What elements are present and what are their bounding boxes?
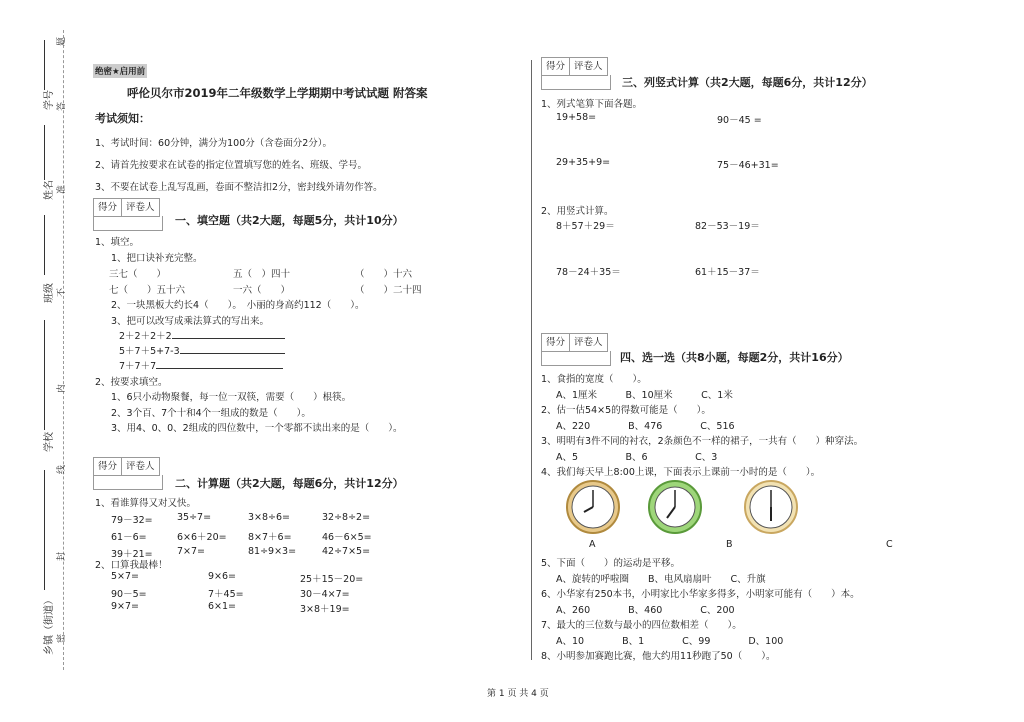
- vcalc: 8＋57＋29＝: [556, 221, 615, 232]
- mult-row: 五（ ）四十: [233, 269, 291, 280]
- q2: 2、按要求填空。: [95, 377, 168, 388]
- fill-line: [44, 125, 45, 180]
- margin-label-class: 班级: [44, 283, 55, 303]
- score-label: 得分: [94, 458, 122, 475]
- choice-options: A、1厘米 B、10厘米 C、1米: [556, 389, 733, 401]
- q2c: 3、用4、0、0、2组成的四位数中，一个零都不读出来的是（ ）。: [111, 423, 403, 434]
- margin-label-township: 乡镇（街道）: [44, 595, 55, 655]
- clock-label-c: C: [886, 539, 893, 550]
- choice-question: 7、最大的三位数与最小的四位数相差（ ）。: [541, 620, 742, 631]
- choice-options: A、10 B、1 C、99 D、100: [556, 635, 784, 647]
- choice-question: 3、明明有3件不同的衬衣，2条颜色不一样的裙子，一共有（ ）种穿法。: [541, 436, 864, 447]
- s3-q2: 2、用竖式计算。: [541, 206, 614, 217]
- vcalc: 19+58=: [556, 112, 597, 123]
- margin-char: 不: [57, 287, 68, 298]
- score-label: 得分: [542, 334, 570, 351]
- calc-item: 9×7=: [111, 601, 140, 612]
- calc-item: 81÷9×3=: [248, 546, 297, 557]
- calc-item: 42÷7×5=: [322, 546, 371, 557]
- exam-title: 呼伦贝尔市2019年二年级数学上学期期中考试试题 附答案: [127, 86, 428, 100]
- score-fill-row: [93, 475, 163, 490]
- margin-label-school: 学校: [44, 432, 55, 452]
- margin-char: 密: [57, 633, 68, 644]
- calc-item: 5×7=: [111, 571, 140, 582]
- vcalc: 78－24＋35＝: [556, 267, 621, 278]
- q1: 1、填空。: [95, 237, 140, 248]
- calc-item: 32÷8÷2=: [322, 512, 371, 523]
- vcalc: 82－53－19＝: [695, 221, 760, 232]
- calc-item: 25＋15－20=: [300, 574, 364, 585]
- calc-item: 46－6×5=: [322, 532, 372, 543]
- choice-question: 2、估一估54×5的得数可能是（ ）。: [541, 405, 711, 416]
- s3-q1: 1、列式笔算下面各题。: [541, 99, 643, 110]
- calc-item: 90－5=: [111, 589, 147, 600]
- choice-question: 6、小华家有250本书，小明家比小华家多得多，小明家可能有（ ）本。: [541, 589, 860, 600]
- fill-line: [44, 215, 45, 275]
- notice-item: 3、不要在试卷上乱写乱画，卷面不整洁扣2分，密封线外请勿作答。: [95, 182, 383, 193]
- clock-a-icon: [567, 481, 619, 533]
- calc-q2: 2、口算我最棒！: [95, 560, 168, 571]
- q2a: 1、6只小动物聚餐，每一位一双筷，需要（ ）根筷。: [111, 392, 352, 403]
- calc-item: 30－4×7=: [300, 589, 350, 600]
- grader-label: 评卷人: [126, 461, 155, 472]
- score-fill-row: [541, 351, 611, 366]
- margin-char: 封: [57, 551, 68, 562]
- choice-question: 4、我们每天早上8:00上课，下面表示上课前一小时的是（ ）。: [541, 467, 821, 478]
- vcalc: 29+35+9=: [556, 157, 611, 168]
- mult-row: 一六（ ）: [233, 285, 291, 296]
- section2-title: 二、计算题（共2大题，每题6分，共计12分）: [175, 477, 404, 490]
- q1a: 1、把口诀补充完整。: [111, 253, 203, 264]
- seal-line: [63, 30, 64, 670]
- calc-item: 61－6=: [111, 532, 147, 543]
- mult-row: 七（ ）五十六: [109, 285, 186, 296]
- expr: 2＋2＋2＋2: [119, 328, 285, 342]
- calc-item: 7＋45=: [208, 589, 244, 600]
- vcalc: 90－45 =: [717, 115, 762, 126]
- calc-item: 6×6＋20=: [177, 532, 227, 543]
- choice-options: A、220 B、476 C、516: [556, 420, 735, 432]
- q1b: 2、一块黑板大约长4（ ）。 小丽的身高约112（ ）。: [111, 300, 365, 311]
- score-box: [541, 333, 608, 352]
- choice-options: A、旋转的呼啦圈 B、电风扇扇叶 C、升旗: [556, 573, 766, 585]
- page-footer: 第 1 页 共 4 页: [487, 689, 549, 699]
- grader-label: 评卷人: [126, 202, 155, 213]
- score-box: [93, 198, 160, 217]
- clock-c-icon: [745, 481, 797, 533]
- clock-label-b: B: [726, 539, 733, 550]
- calc-item: 39＋21=: [111, 549, 153, 560]
- expr: 5＋7＋5+7-3: [119, 343, 285, 357]
- q1c: 3、把可以改写成乘法算式的写出来。: [111, 316, 270, 327]
- section3-title: 三、列竖式计算（共2大题，每题6分，共计12分）: [622, 76, 873, 89]
- fill-line: [44, 320, 45, 430]
- margin-char: 答: [57, 101, 68, 112]
- score-fill-row: [541, 75, 611, 90]
- notice-item: 1、考试时间：60分钟，满分为100分（含卷面分2分）。: [95, 138, 333, 149]
- calc-item: 79－32=: [111, 515, 153, 526]
- calc-q1: 1、看谁算得又对又快。: [95, 498, 197, 509]
- margin-char: 内: [57, 383, 68, 394]
- calc-item: 3×8÷6=: [248, 512, 291, 523]
- margin-char: 线: [57, 464, 68, 475]
- vcalc: 75－46+31=: [717, 160, 779, 171]
- notice-item: 2、请首先按要求在试卷的指定位置填写您的姓名、班级、学号。: [95, 160, 368, 171]
- fill-line: [44, 40, 45, 90]
- secret-label: 绝密★启用前: [93, 64, 147, 78]
- section1-title: 一、填空题（共2大题，每题5分，共计10分）: [175, 214, 404, 227]
- margin-char: 题: [57, 36, 68, 47]
- score-box: [93, 457, 160, 476]
- choice-question: 8、小明参加赛跑比赛，他大约用11秒跑了50（ ）。: [541, 651, 776, 662]
- score-box: [541, 57, 608, 76]
- score-label: 得分: [542, 58, 570, 75]
- choice-options: A、260 B、460 C、200: [556, 604, 735, 616]
- clock-label-a: A: [589, 539, 596, 550]
- notice-heading: 考试须知：: [95, 112, 150, 125]
- q2b: 2、3个百、7个十和4个一组成的数是（ ）。: [111, 408, 311, 419]
- score-fill-row: [93, 216, 163, 231]
- choice-question: 1、食指的宽度（ ）。: [541, 374, 647, 385]
- margin-label-student-id: 学号: [44, 90, 55, 110]
- mult-row: （ ）十六: [355, 269, 413, 280]
- clock-b-icon: [649, 481, 701, 533]
- score-label: 得分: [94, 199, 122, 216]
- choice-options: A、5 B、6 C、3: [556, 451, 718, 463]
- binding-margin: [0, 0, 80, 722]
- section4-title: 四、选一选（共8小题，每题2分，共计16分）: [620, 351, 849, 364]
- calc-item: 35÷7=: [177, 512, 212, 523]
- expr: 7＋7＋7: [119, 358, 283, 372]
- choice-question: 5、下面（ ）的运动是平移。: [541, 558, 681, 569]
- grader-label: 评卷人: [574, 61, 603, 72]
- mult-row: 三七（ ）: [109, 269, 167, 280]
- fill-line: [44, 470, 45, 590]
- calc-item: 6×1=: [208, 601, 237, 612]
- calc-item: 7×7=: [177, 546, 206, 557]
- column-divider: [531, 60, 532, 660]
- margin-char: 准: [57, 184, 68, 195]
- vcalc: 61＋15－37＝: [695, 267, 760, 278]
- mult-row: （ ）二十四: [355, 285, 422, 296]
- grader-label: 评卷人: [574, 337, 603, 348]
- margin-label-name: 姓名: [44, 180, 55, 200]
- calc-item: 8×7＋6=: [248, 532, 292, 543]
- calc-item: 9×6=: [208, 571, 237, 582]
- calc-item: 3×8＋19=: [300, 604, 350, 615]
